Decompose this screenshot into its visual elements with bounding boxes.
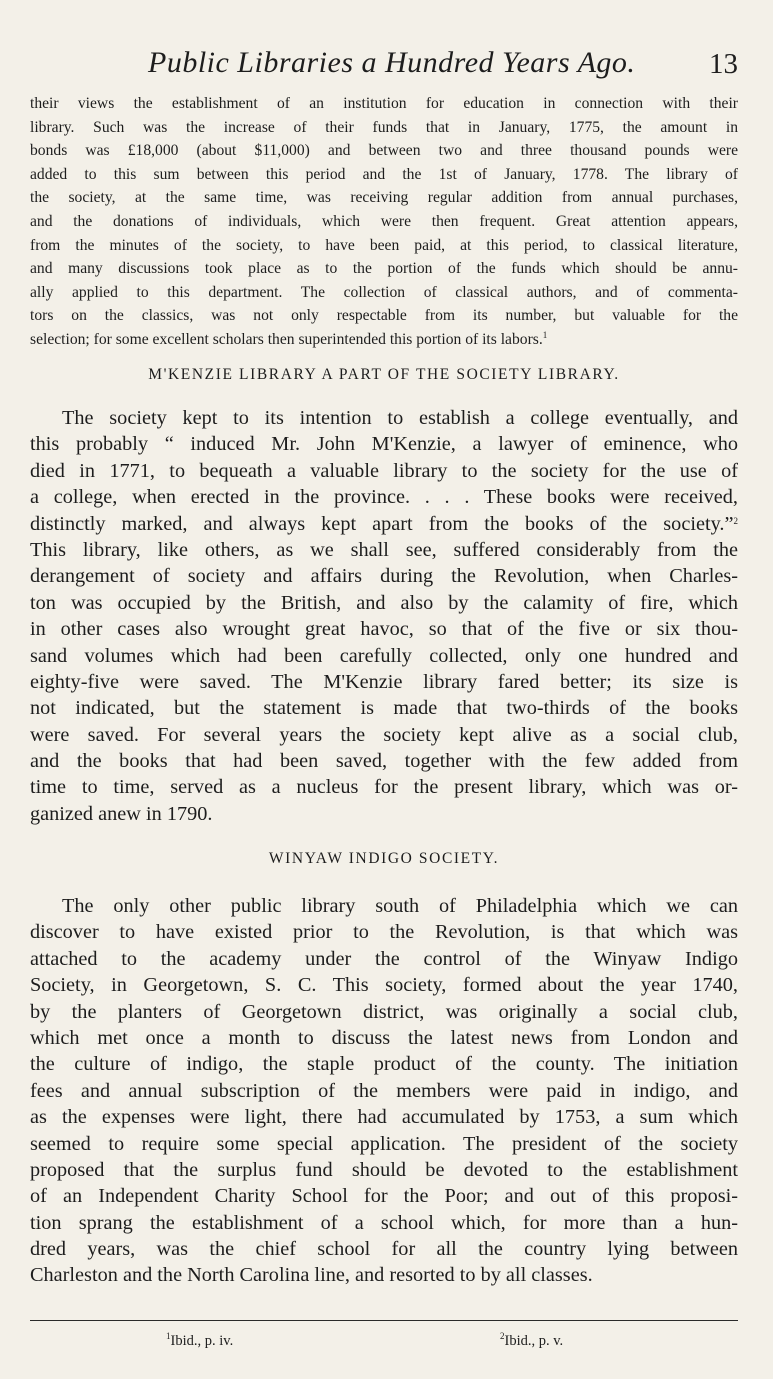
text-line: and the donations of individuals, which were then frequent. Great attention appears, [30, 212, 738, 230]
text-line: tion sprang the establishment of a school which, for more than a hun- [30, 1211, 738, 1234]
text-line: were saved. For several years the society kept alive as a social club, [30, 723, 738, 746]
footnote-2 [500, 1333, 563, 1350]
footnote-text: Ibid., p. v. [504, 1333, 564, 1349]
text-line: died in 1771, to bequeath a valuable library to the society for the use of [30, 459, 738, 482]
book-page [30, 0, 738, 1379]
text-line: the culture of indigo, the staple product of the county. The initiation [30, 1053, 738, 1076]
page-number: 13 [709, 48, 738, 80]
text-line: sand volumes which had been carefully collected, only one hundred and [30, 644, 738, 667]
text-line: and the books that had been saved, together with the few added from [30, 750, 738, 773]
page-header [30, 46, 738, 86]
text-line: in other cases also wrought great havoc, so that of the five or six thou- [30, 618, 738, 641]
section-heading-winyaw: WINYAW INDIGO SOCIETY. [268, 850, 500, 867]
text-line: library. Such was the increase of their funds that in January, 1775, the amount in [30, 118, 738, 136]
footnote-divider [30, 1320, 738, 1321]
text-line-content: selection; for some excellent scholars then superintended this portion of its labors. [30, 330, 543, 348]
footnote-marker: 1 [542, 329, 548, 340]
text-line: tors on the classics, was not only respectable from its number, but valuable for the [30, 307, 738, 325]
text-line: fees and annual subscription of the members were paid in indigo, and [30, 1079, 738, 1102]
footnote-marker: 2 [500, 1331, 505, 1341]
text-line: as the expenses were light, there had accumulated by 1753, a sum which [30, 1106, 738, 1129]
text-line: proposed that the surplus fund should be devoted to the establishment [30, 1158, 738, 1181]
text-line: their views the establishment of an institution for education in connection with their [30, 95, 738, 112]
text-line: The only other public library south of Philadelphia which we can [62, 895, 738, 917]
text-line-content: distinctly marked, and always kept apart from the books of the society.” [30, 512, 734, 535]
text-line: derangement of society and affairs during the Revolution, when Charles- [30, 565, 738, 588]
text-line: bonds was £18,000 (about $11,000) and between two and three thousand pounds were [30, 142, 738, 160]
text-line: by the planters of Georgetown district, was originally a social club, [30, 1000, 738, 1023]
text-line: seemed to require some special application. The president of the society [30, 1132, 738, 1155]
text-line: which met once a month to discuss the latest news from London and [30, 1026, 738, 1049]
text-line: time to time, served as a nucleus for the present library, which was or- [30, 776, 738, 799]
footnote-1 [166, 1333, 233, 1350]
text-line: added to this sum between this period and the 1st of January, 1778. The library of [30, 165, 738, 183]
footnote-marker: 1 [166, 1331, 171, 1341]
text-line: Society, in Georgetown, S. C. This society, formed about the year 1740, [30, 974, 738, 997]
text-line: The society kept to its intention to establish a college eventually, and [62, 407, 738, 429]
text-line [30, 511, 738, 537]
text-line: ganized anew in 1790. [30, 802, 213, 825]
text-line: the society, at the same time, was receiving regular addition from annual purchases, [30, 189, 738, 207]
running-title: Public Libraries a Hundred Years Ago. [148, 46, 636, 79]
text-line: of an Independent Charity School for the Poor; and out of this proposi- [30, 1185, 738, 1208]
text-line: discover to have existed prior to the Revolution, is that which was [30, 921, 738, 944]
text-line: not indicated, but the statement is made that two-thirds of the books [30, 697, 738, 720]
text-line: a college, when erected in the province. . . . These books were received, [30, 486, 738, 509]
text-line: and many discussions took place as to the portion of the funds which should be annu- [30, 260, 738, 278]
section-heading-mkenzie: M'KENZIE LIBRARY A PART OF THE SOCIETY LIBRARY. [148, 366, 620, 383]
footnote-marker: 2 [733, 515, 738, 526]
text-line: Charleston and the North Carolina line, and resorted to by all classes. [30, 1264, 593, 1287]
section-body-winyaw [30, 893, 738, 1289]
section-body-mkenzie [30, 405, 738, 827]
text-line: dred years, was the chief school for all the country lying between [30, 1238, 738, 1261]
text-line: attached to the academy under the control of the Winyaw Indigo [30, 947, 738, 970]
footnote-text: Ibid., p. iv. [170, 1333, 234, 1349]
intro-paragraph [30, 92, 738, 352]
text-line [30, 328, 738, 352]
text-line: ton was occupied by the British, and also by the calamity of fire, which [30, 591, 738, 614]
text-line: from the minutes of the society, to have been paid, at this period, to classical literature, [30, 236, 738, 254]
text-line: This library, like others, as we shall see, suffered considerably from the [30, 538, 738, 561]
text-line: ally applied to this department. The collection of classical authors, and of commenta- [30, 283, 738, 301]
text-line: eighty-five were saved. The M'Kenzie library fared better; its size is [30, 670, 738, 693]
text-line: this probably “ induced Mr. John M'Kenzie, a lawyer of eminence, who [30, 433, 738, 456]
